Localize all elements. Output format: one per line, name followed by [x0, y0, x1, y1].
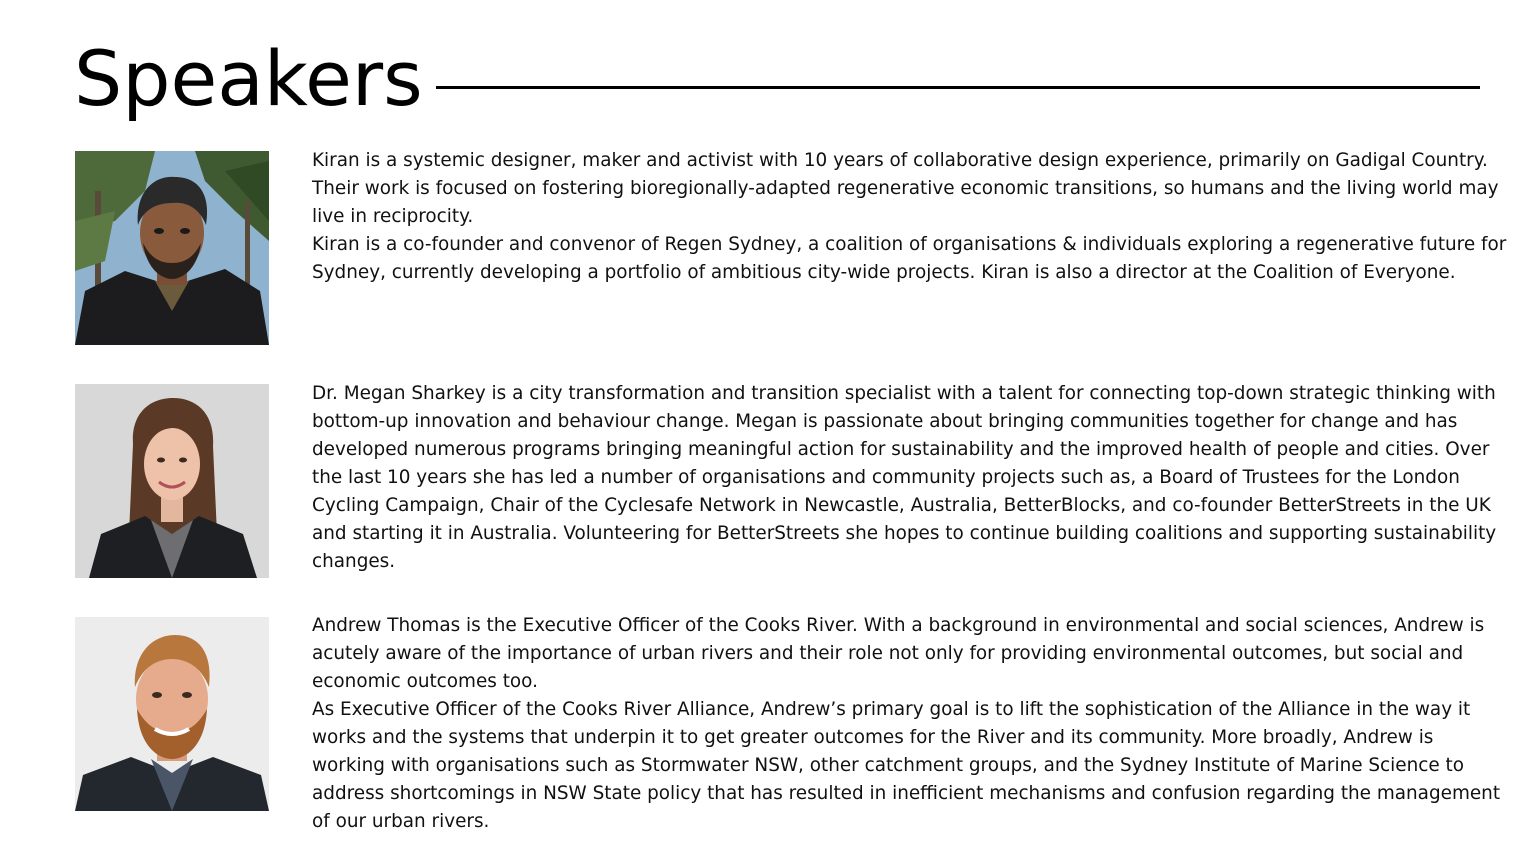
speaker-photo-kiran — [75, 151, 269, 345]
speaker-photo-andrew — [75, 617, 269, 811]
speaker-bio-megan — [312, 380, 1512, 576]
page-title: Speakers — [74, 34, 423, 123]
bio-paragraph: Kiran is a systemic designer, maker and activist with 10 years of collaborative design experience, primarily on Gadigal Country. Their work is focused on fostering bioregionally-adapted regenerative economic transitions, so humans and the living world may live in reciprocity. — [312, 150, 1499, 227]
bio-paragraph: Andrew Thomas is the Executive Officer of the Cooks River. With a background in environmental and social sciences, Andrew is acutely aware of the importance of urban rivers and their role not only for providing environmental outcomes, but social and economic outcomes too. — [312, 615, 1485, 692]
speaker-photo-megan — [75, 384, 269, 578]
bio-paragraph: Kiran is a co-founder and convenor of Regen Sydney, a coalition of organisations & individuals exploring a regenerative future for Sydney, currently developing a portfolio of ambitious city-wide projects. Kiran is also a director at the Coalition of Everyone. — [312, 234, 1507, 283]
bio-paragraph: Dr. Megan Sharkey is a city transformation and transition specialist with a talent for connecting top-down strategic thinking with bottom-up innovation and behaviour change. Megan is passionate about bringing communities together for change and has developed numerous programs bringing meaningful action for sustainability and the improved health of people and cities. Over the last 10 years she has led a number of organisations and community projects such as, a Board of Trustees for the London Cycling Campaign, Chair of the Cyclesafe Network in Newcastle, Australia, BetterBlocks, and co-founder BetterStreets in the UK and starting it in Australia. Volunteering for BetterStreets she hopes to continue building coalitions and supporting sustainability changes. — [312, 383, 1497, 572]
speaker-bio-andrew — [312, 612, 1512, 836]
title-divider — [436, 86, 1480, 89]
speaker-bio-kiran — [312, 147, 1512, 287]
bio-paragraph: As Executive Officer of the Cooks River Alliance, Andrew’s primary goal is to lift the sophistication of the Alliance in the way it works and the systems that underpin it to get greater outcomes for the River and its community. More broadly, Andrew is working with organisations such as Stormwater NSW, other catchment groups, and the Sydney Institute of Marine Science to address shortcomings in NSW State policy that has resulted in inefficient mechanisms and confusion regarding the management of our urban rivers. — [312, 699, 1501, 832]
